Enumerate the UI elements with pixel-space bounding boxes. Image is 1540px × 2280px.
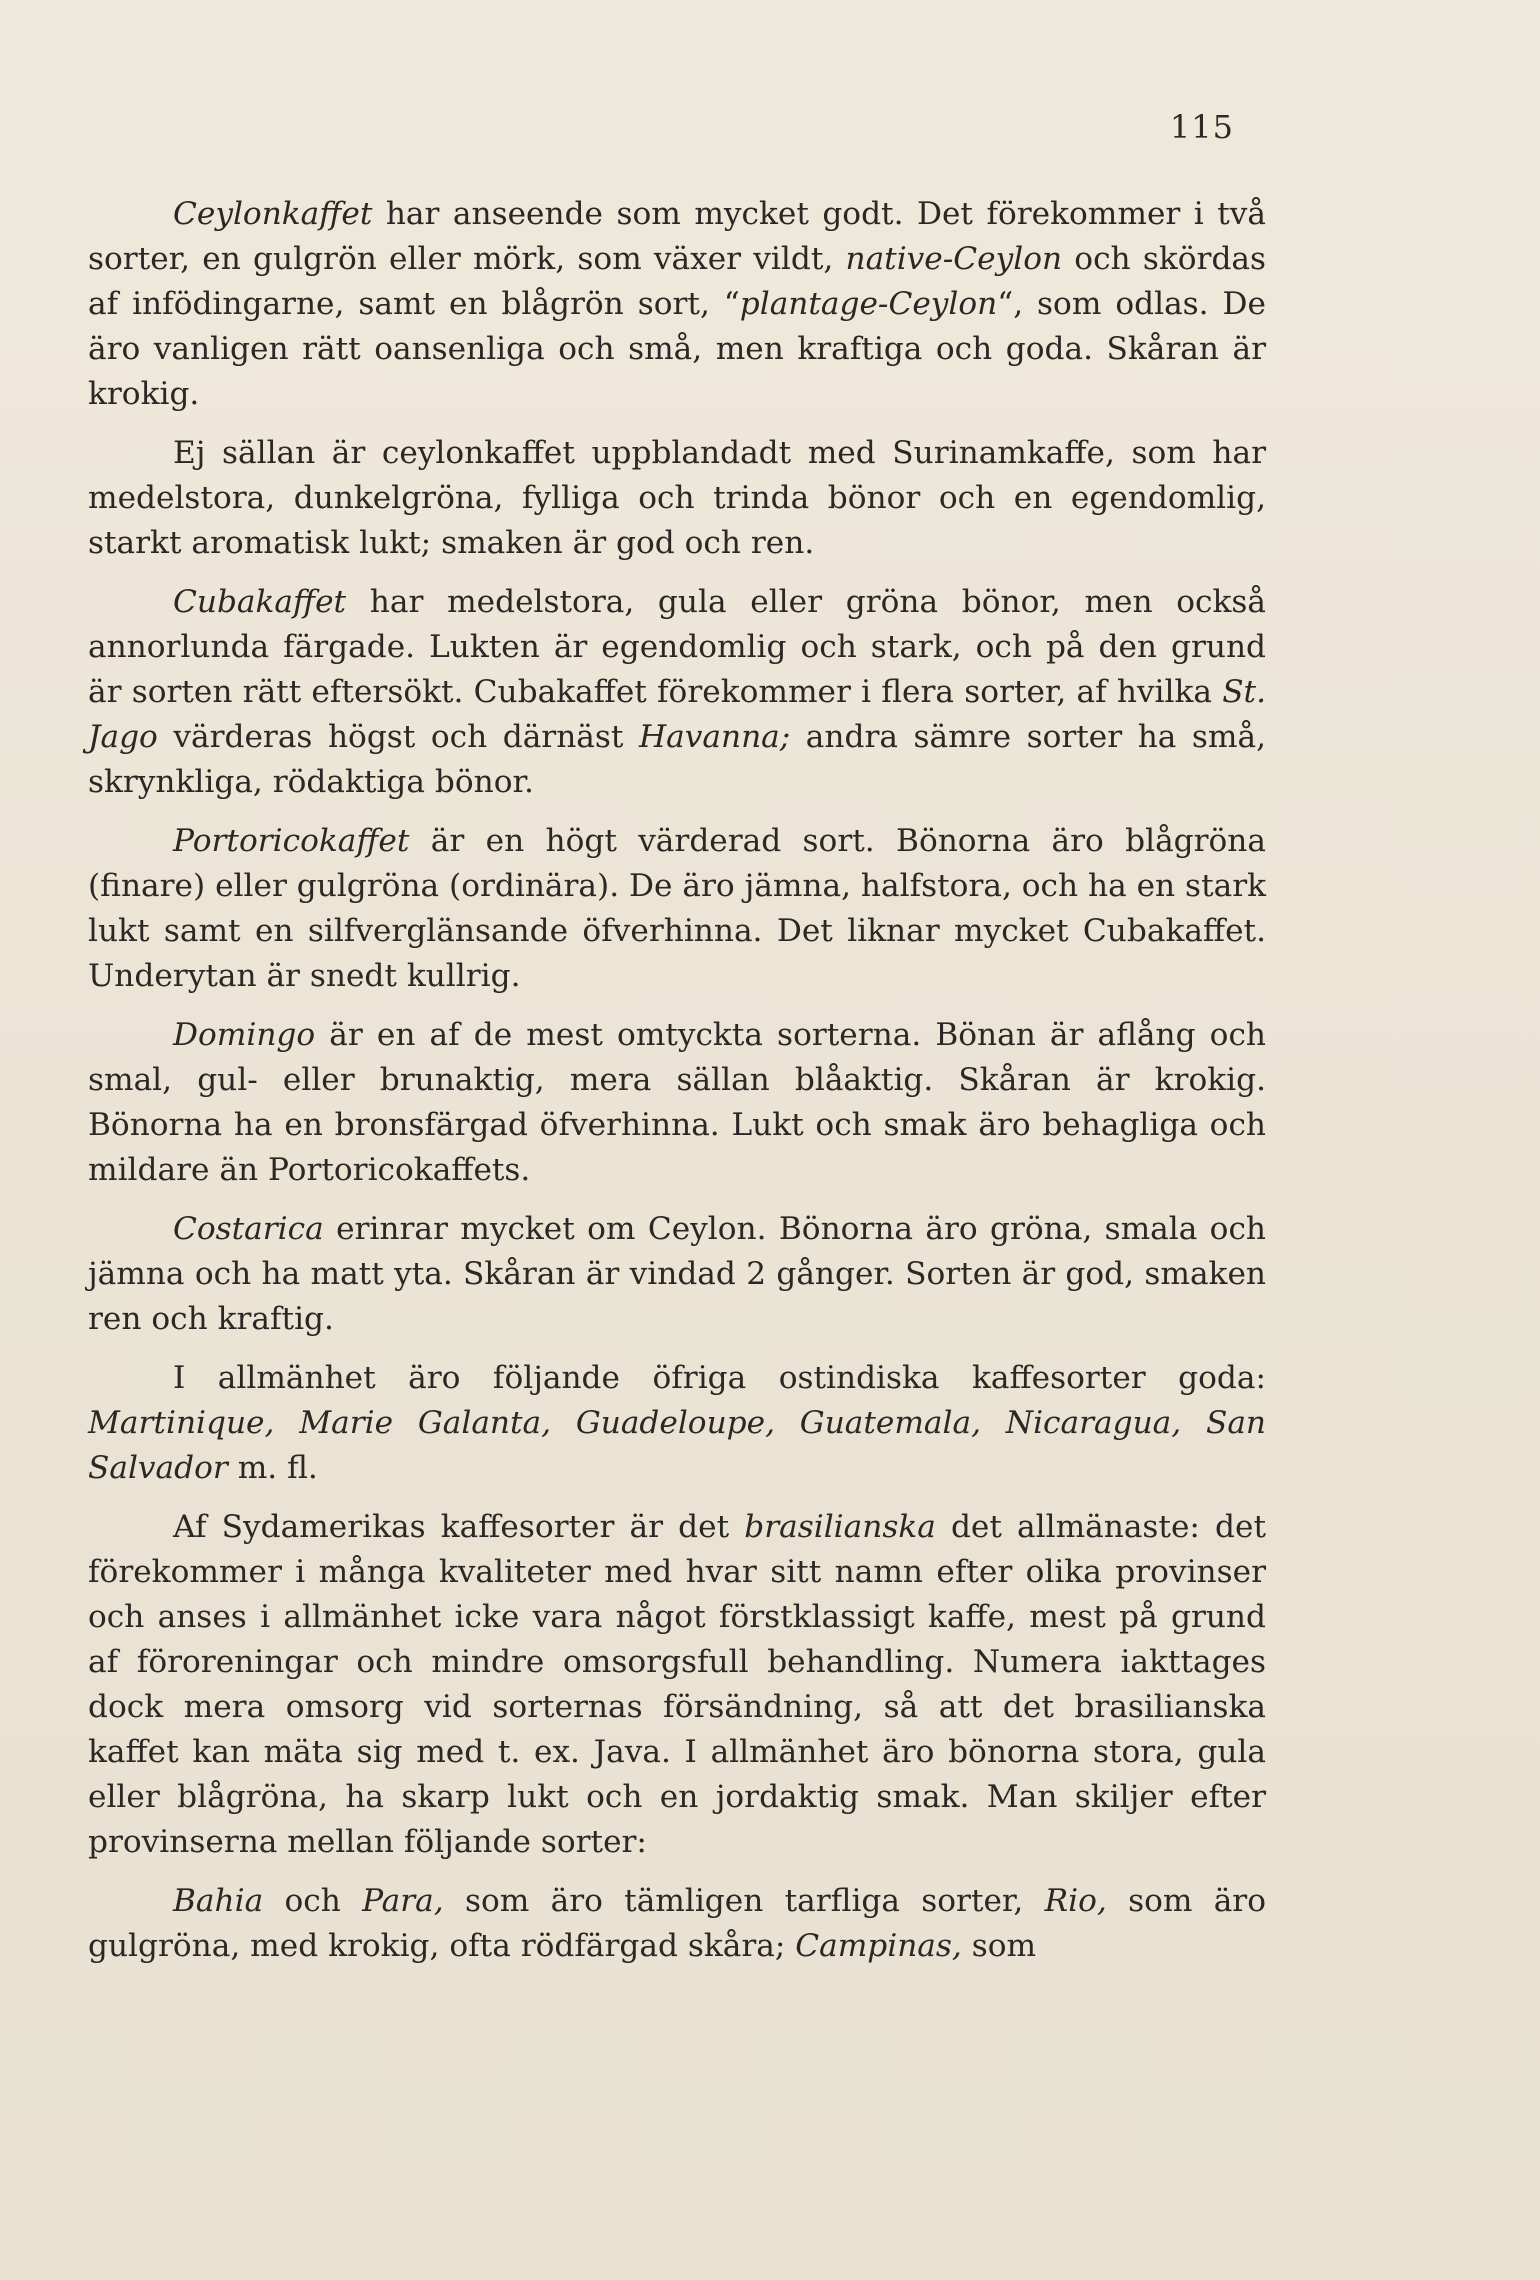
paragraph-text: Campinas, (795, 1928, 962, 1964)
page-number: 115 (1169, 108, 1234, 146)
paragraph-text: Rio, (1044, 1883, 1107, 1919)
paragraph-text: Cubakaffet (173, 584, 347, 620)
paragraph-text: Para, (362, 1883, 444, 1919)
paragraph-costarica (88, 1207, 1266, 1342)
paragraph-cubakaffet (88, 580, 1266, 805)
paragraph-text: Portoricokaffet (173, 823, 410, 859)
text-body (88, 192, 1266, 1969)
paragraph-domingo (88, 1013, 1266, 1193)
paragraph-text: “, som odlas. De äro vanligen rätt oansenliga och små, men kraftiga och goda. Skåran är krokig. (88, 286, 1266, 412)
paragraph-text: Ceylonkaffet (173, 196, 373, 232)
paragraph-ceylonkaffet (88, 192, 1266, 417)
paragraph-text: som äro gulgröna, med krokig, ofta rödfärgad skåra; (88, 1883, 1266, 1964)
paragraph-text: I allmänhet äro följande öfriga ostindiska kaffesorter goda: (173, 1360, 1266, 1396)
paragraph-text: Costarica (173, 1211, 324, 1247)
paragraph-brasilianska (88, 1505, 1266, 1865)
paragraph-text: Bahia (173, 1883, 264, 1919)
paragraph-text: andra sämre sorter ha små, skrynkliga, rödaktiga bönor. (88, 719, 1267, 800)
paragraph-text: det allmänaste: det förekommer i många kvaliteter med hvar sitt namn efter olika provinser och anses i allmänhet icke vara något förstklassigt kaffe, mest på grund af föroreningar och mindre omsorgsfull behandling. Numera iakttages dock mera omsorg vid sorternas försändning, så att det brasilianska kaffet kan mäta sig med t. ex. Java. I allmänhet äro bönorna stora, gula eller blågröna, ha skarp lukt och en jordaktig smak. Man skiljer efter provinserna mellan följande sorter: (88, 1509, 1267, 1860)
paragraph-text: och (263, 1883, 363, 1919)
paragraph-ostindiska (88, 1356, 1266, 1491)
paragraph-text: plantage-Ceylon (739, 286, 998, 322)
paragraph-text: har medelstora, gula eller gröna bönor, men också annorlunda färgade. Lukten är egendomlig och stark, och på den grund är sorten rätt eftersökt. Cubakaffet förekommer i flera sorter, af hvilka (88, 584, 1266, 710)
paragraph-text: är en af de mest omtyckta sorterna. Bönan är aflång och smal, gul- eller brunaktig, mera sällan blåaktig. Skåran är krokig. Bönorna ha en bronsfärgad öfverhinna. Lukt och smak äro behagliga och mildare än Portoricokaffets. (88, 1017, 1266, 1188)
paragraph-text: har anseende som mycket godt. Det förekommer i två sorter, en gulgrön eller mörk, som växer vildt, (88, 196, 1266, 277)
paragraph-text: och skördas af infödingarne, samt en blågrön sort, “ (88, 241, 1267, 322)
paragraph-text: Domingo (173, 1017, 316, 1053)
paragraph-text: brasilianska (744, 1509, 936, 1545)
paragraph-text: native-Ceylon (845, 241, 1063, 277)
paragraph-text: Martinique, Marie Galanta, Guadeloupe, Guatemala, Nicaragua, San Salvador (88, 1405, 1266, 1486)
paragraph-text: erinrar mycket om Ceylon. Bönorna äro gröna, smala och jämna och ha matt yta. Skåran är vindad 2 gånger. Sorten är god, smaken ren och kraftig. (88, 1211, 1266, 1337)
paragraph-text: St. Jago (88, 674, 1266, 755)
paragraph-text: Ej sällan är ceylonkaffet uppblandadt med Surinamkaffe, som har medelstora, dunkelgröna, fylliga och trinda bönor och en egendomlig, starkt aromatisk lukt; smaken är god och ren. (88, 435, 1266, 561)
paragraph-surinamkaffe (88, 431, 1266, 566)
paragraph-bahia-para (88, 1879, 1266, 1969)
paragraph-text: som (961, 1928, 1037, 1964)
paragraph-text: Af Sydamerikas kaffesorter är det (173, 1509, 745, 1545)
paragraph-text: m. fl. (227, 1450, 318, 1486)
paragraph-text: värderas högst och därnäst (157, 719, 639, 755)
paragraph-text: som äro tämligen tarfliga sorter, (443, 1883, 1045, 1919)
paragraph-portoricokaffet (88, 819, 1266, 999)
paragraph-text: är en högt värderad sort. Bönorna äro blågröna (finare) eller gulgröna (ordinära). De äro jämna, halfstora, och ha en stark lukt samt en silfverglänsande öfverhinna. Det liknar mycket Cubakaffet. Underytan är snedt kullrig. (88, 823, 1266, 994)
paragraph-text: Havanna; (638, 719, 791, 755)
